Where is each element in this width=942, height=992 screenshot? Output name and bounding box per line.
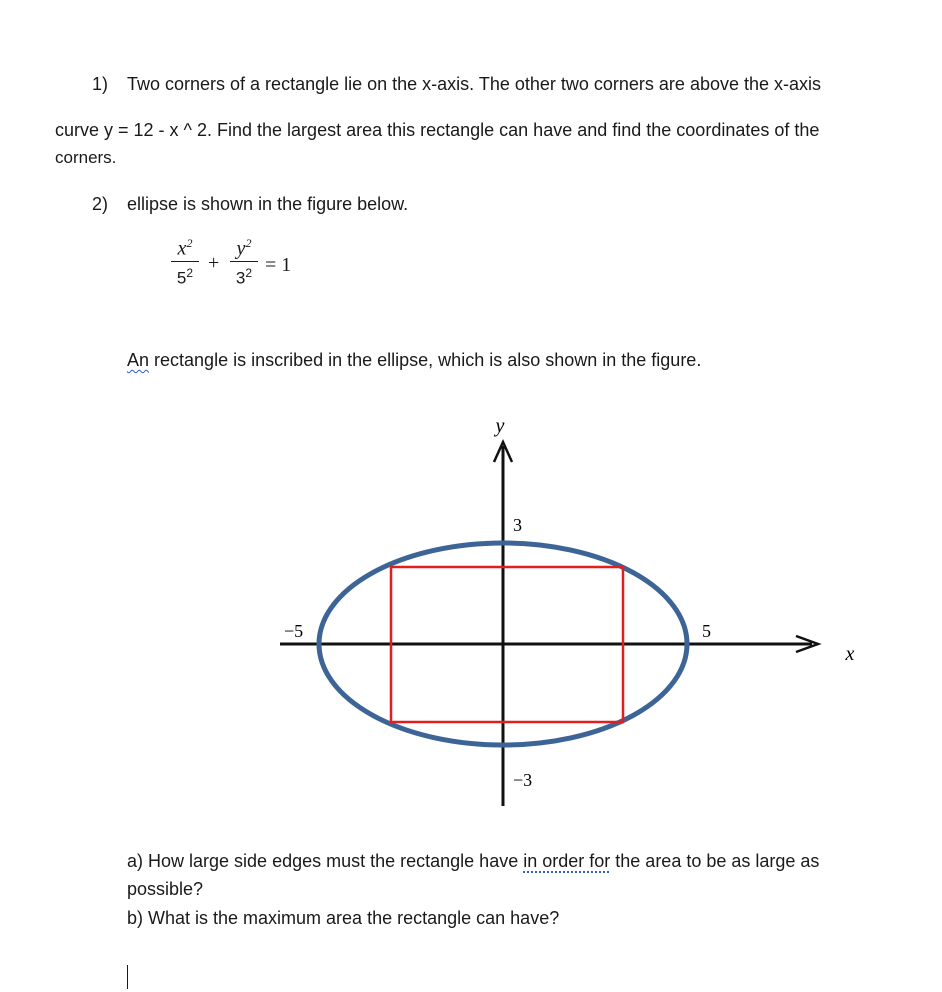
question-a-suffix: the area to be as large as [610,851,820,871]
y-axis-label: y [495,415,505,437]
problem-1-line-2: curve y = 12 - x ^ 2. Find the largest area this rectangle can have and find the coordinates of the [55,120,820,140]
question-a [127,851,819,872]
equation-rhs: = 1 [265,254,292,276]
problem-1-line-1: Two corners of a rectangle lie on the x-axis. The other two corners are above the x-axis [127,74,822,94]
problem-1-line-3: corners. [55,148,117,167]
statement-rest: rectangle is inscribed in the ellipse, which is also shown in the figure. [149,350,702,370]
equation-plus: + [208,252,220,274]
question-a-line-2: possible? [127,879,204,899]
spell-check-word: An [127,350,150,370]
grammar-check-phrase: in order for [523,851,611,871]
tick-label-right: 5 [702,621,711,641]
fraction-x-numerator-exponent: 2 [186,236,193,250]
x-axis-label: x [845,643,855,665]
fraction-x-denominator-exponent: 2 [186,265,194,280]
problem-1-number: 1) [92,74,109,94]
problem-2-number: 2) [92,194,109,214]
tick-label-left: −5 [284,621,304,641]
fraction-y-denominator-exponent: 2 [245,265,253,280]
question-a-prefix: a) How large side edges must the rectangle have [127,851,524,871]
text-cursor[interactable] [127,965,128,989]
fraction-x-denominator: 5 [176,268,187,288]
tick-label-bottom: −3 [513,770,533,790]
fraction-y-numerator: y [236,237,246,260]
question-b: b) What is the maximum area the rectangle can have? [127,908,560,928]
fraction-x-numerator: x [177,237,187,260]
problem-2-intro: ellipse is shown in the figure below. [127,194,409,214]
tick-label-top: 3 [513,515,522,535]
fraction-y-denominator: 3 [235,268,246,288]
fraction-y-numerator-exponent: 2 [245,236,252,250]
